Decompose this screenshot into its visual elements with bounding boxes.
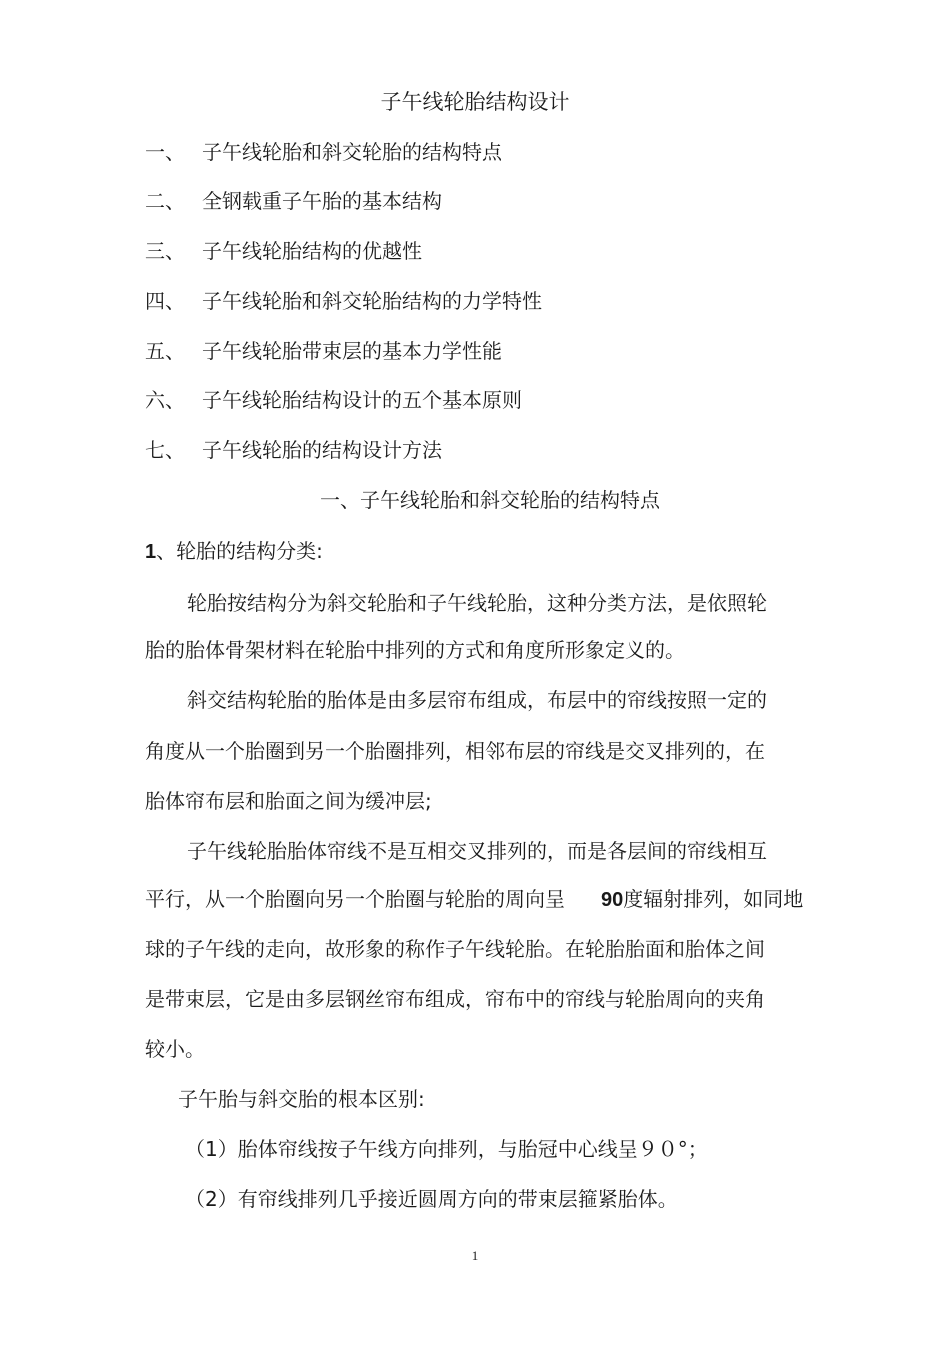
subheading	[145, 537, 323, 566]
toc-item-number: 六、	[145, 388, 185, 412]
body-line: 胎体帘布层和胎面之间为缓冲层;	[145, 789, 432, 813]
body-line: 轮胎按结构分为斜交轮胎和子午线轮胎，这种分类方法，是依照轮	[187, 591, 767, 615]
toc-item-text: 子午线轮胎结构设计的五个基本原则	[202, 388, 522, 412]
subheading-number: 1	[145, 541, 157, 563]
body-line: 斜交结构轮胎的胎体是由多层帘布组成，布层中的帘线按照一定的	[187, 688, 767, 712]
angle-value: 90	[601, 889, 624, 911]
toc-item	[145, 187, 442, 215]
toc-item-text: 子午线轮胎和斜交轮胎的结构特点	[202, 140, 502, 164]
body-line-segment: 度辐射排列，如同地	[623, 887, 804, 911]
toc-item-number: 五、	[145, 339, 185, 363]
body-line: 是带束层，它是由多层钢丝帘布组成，帘布中的帘线与轮胎周向的夹角	[145, 987, 765, 1011]
body-line: 角度从一个胎圈到另一个胎圈排列，相邻布层的帘线是交叉排列的，在	[145, 739, 765, 763]
body-line: 球的子午线的走向，故形象的称作子午线轮胎。在轮胎胎面和胎体之间	[145, 937, 765, 961]
body-line-segment: 平行，从一个胎圈向另一个胎圈与轮胎的周向呈	[145, 887, 565, 911]
body-line: 子午胎与斜交胎的根本区别:	[178, 1087, 425, 1111]
list-item: （1）胎体帘线按子午线方向排列，与胎冠中心线呈９０°；	[185, 1137, 708, 1161]
toc-item-text: 子午线轮胎的结构设计方法	[202, 438, 442, 462]
toc-item	[145, 287, 542, 315]
toc-item	[145, 138, 502, 166]
toc-item-text: 全钢载重子午胎的基本结构	[202, 189, 442, 213]
subheading-text: 、轮胎的结构分类:	[156, 539, 323, 563]
toc-item	[145, 436, 442, 464]
page-number: 1	[471, 1248, 479, 1263]
toc-item-text: 子午线轮胎带束层的基本力学性能	[202, 339, 502, 363]
list-item: （2）有帘线排列几乎接近圆周方向的带束层箍紧胎体。	[185, 1187, 678, 1211]
toc-item-number: 二、	[145, 189, 185, 213]
toc-item	[145, 237, 422, 265]
toc-item-number: 三、	[145, 239, 185, 263]
toc-item-text: 子午线轮胎结构的优越性	[202, 239, 422, 263]
toc-item-number: 七、	[145, 438, 185, 462]
body-line: 子午线轮胎胎体帘线不是互相交叉排列的，而是各层间的帘线相互	[187, 839, 767, 863]
section-heading: 一、子午线轮胎和斜交轮胎的结构特点	[320, 488, 660, 512]
body-line: 胎的胎体骨架材料在轮胎中排列的方式和角度所形象定义的。	[145, 638, 685, 662]
toc-item	[145, 337, 502, 365]
document-title: 子午线轮胎结构设计	[380, 90, 570, 114]
toc-item-number: 四、	[145, 289, 185, 313]
toc-item-text: 子午线轮胎和斜交轮胎结构的力学特性	[202, 289, 542, 313]
body-line	[145, 885, 803, 914]
toc-item	[145, 386, 522, 414]
body-line: 较小。	[145, 1037, 205, 1061]
toc-item-number: 一、	[145, 140, 185, 164]
